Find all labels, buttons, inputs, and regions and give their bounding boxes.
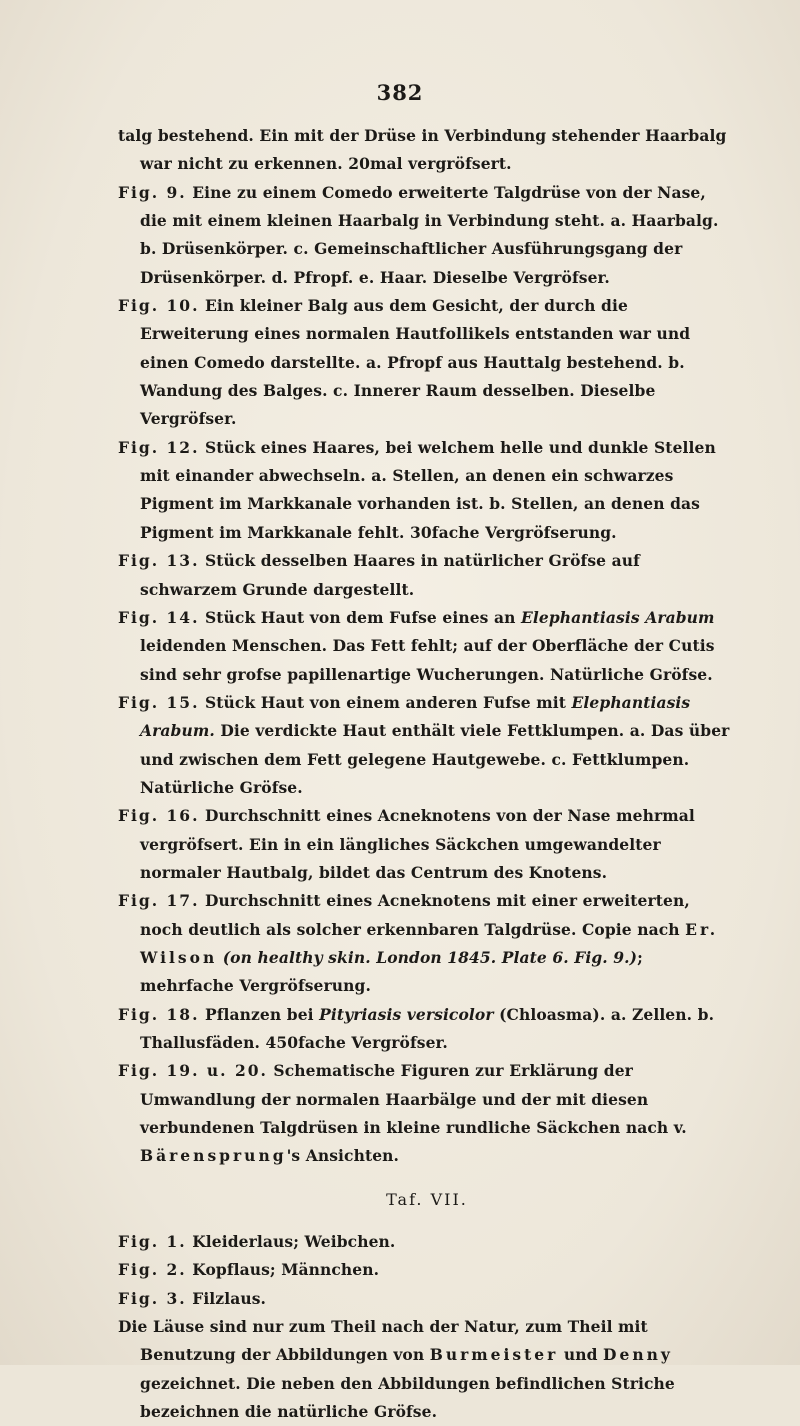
entry-plate-fig-3 (118, 1285, 736, 1313)
entry-continuation (118, 122, 736, 179)
entry-text: ; mehrfache Vergröfserung. (140, 947, 643, 996)
entry-fig-16 (118, 802, 736, 887)
entry-text: Durchschnitt eines Acneknotens von der Nase mehrmal vergröfsert. Ein in ein längliches Säckchen umgewandelter normaler Hautbalg, bildet das Centrum des Knotens. (140, 806, 695, 882)
entry-text: Stück eines Haares, bei welchem helle und dunkle Stellen mit einander abwechseln. a. Stellen, an denen ein schwarzes Pigment im Markkanale vorhanden ist. b. Stellen, an denen das Pigment im Markkanale fehlt. 30fache Vergröfserung. (140, 437, 716, 542)
entry-fig-13 (118, 547, 736, 604)
entry-text: und (563, 1345, 598, 1365)
entry-fig-19-20 (118, 1057, 736, 1170)
fig-label: Fig. 2. (118, 1260, 187, 1280)
page-number: 382 (376, 80, 424, 105)
fig-label: Fig. 10. (118, 296, 200, 316)
entry-text: Kleiderlaus; Weibchen. (192, 1232, 396, 1252)
entry-fig-17 (118, 887, 736, 1000)
entry-text: Eine zu einem Comedo erweiterte Talgdrüse von der Nase, die mit einem kleinen Haarbalg in Verbindung steht. a. Haarbalg. b. Drüsenkörper. c. Gemeinschaftlicher Ausführungsgang der Drüsenkörper. d. Pfropf. e. Haar. Dieselbe Vergröfser. (140, 182, 719, 287)
fig-label: Fig. 17. (118, 891, 200, 911)
author-name: Burmeister (429, 1345, 559, 1365)
plate-heading: Taf. VII. (386, 1189, 468, 1209)
fig-label: Fig. 15. (118, 692, 200, 712)
entry-text: gezeichnet. Die neben den Abbildungen befindlichen Striche bezeichnen die natürliche Gröfse. (140, 1373, 675, 1422)
fig-label: Fig. 16. (118, 806, 200, 826)
body-text (118, 122, 736, 1426)
species-name: Elephantiasis Arabum. (140, 692, 691, 741)
entry-text: Die Läuse sind nur zum Theil nach der Natur, zum Theil mit Benutzung der Abbildungen von (118, 1317, 648, 1365)
author-name: Bärensprung (140, 1146, 287, 1166)
entry-fig-12 (118, 434, 736, 547)
author-name: Er. Wilson (140, 919, 719, 967)
entry-fig-15 (118, 689, 736, 802)
entry-text: Pflanzen bei (205, 1004, 314, 1024)
entry-text: Stück Haut von dem Fufse eines an (205, 607, 516, 627)
entry-plate-fig-2 (118, 1256, 736, 1284)
species-name: Pityriasis versicolor (319, 1004, 494, 1024)
entry-text: leidenden Menschen. Das Fett fehlt; auf der Oberfläche der Cutis sind sehr grofse papillenartige Wucherungen. Natürliche Gröfse. (140, 636, 715, 684)
entry-text: Durchschnitt eines Acneknotens mit einer erweiterten, noch deutlich als solcher erkennbaren Talgdrüse. Copie nach (140, 891, 690, 939)
fig-label: Fig. 19. u. 20. (118, 1061, 268, 1081)
fig-label: Fig. 3. (118, 1288, 187, 1308)
entry-fig-10 (118, 292, 736, 434)
fig-label: Fig. 14. (118, 607, 200, 627)
species-name: Elephantiasis Arabum (520, 607, 715, 627)
entry-text: Kopflaus; Männchen. (192, 1260, 380, 1280)
entry-text: Die verdickte Haut enthält viele Fettklumpen. a. Das über und zwischen dem Fett gelegene Hautgewebe. c. Fettklumpen. Natürliche Gröfse. (140, 721, 730, 797)
entry-fig-18 (118, 1001, 736, 1058)
entry-fig-14 (118, 604, 736, 689)
entry-fig-9 (118, 179, 736, 292)
entry-text: Ein kleiner Balg aus dem Gesicht, der durch die Erweiterung eines normalen Hautfollikels entstanden war und einen Comedo darstellte. a. Pfropf aus Hauttalg bestehend. b. Wandung des Balges. c. Innerer Raum desselben. Dieselbe Vergröfser. (140, 296, 691, 429)
entry-text: (Chloasma). a. Zellen. b. Thallusfäden. 450fache Vergröfser. (140, 1004, 715, 1052)
entry-text: 's Ansichten. (286, 1146, 400, 1166)
author-name: Denny (603, 1345, 673, 1365)
entry-plate-fig-1 (118, 1228, 736, 1256)
entry-text: Schematische Figuren zur Erklärung der Umwandlung der normalen Haarbälge und der mit diesen verbundenen Talgdrüsen in kleine rundliche Säckchen nach v. (140, 1061, 687, 1138)
fig-label: Fig. 18. (118, 1004, 200, 1024)
entry-text: Stück Haut von einem anderen Fufse mit (205, 692, 567, 712)
closing-note (118, 1313, 736, 1426)
fig-label: Fig. 9. (118, 182, 187, 202)
fig-label: Fig. 13. (118, 551, 200, 571)
citation: (on healthy skin. London 1845. Plate 6. Fig. 9.) (222, 947, 638, 967)
fig-label: Fig. 12. (118, 437, 200, 457)
entry-text: Stück desselben Haares in natürlicher Gröfse auf schwarzem Grunde dargestellt. (140, 551, 640, 599)
entry-text: talg bestehend. Ein mit der Drüse in Verbindung stehender Haarbalg war nicht zu erkennen. 20mal vergröfsert. (118, 126, 727, 174)
entry-text: Filzlaus. (192, 1288, 267, 1308)
fig-label: Fig. 1. (118, 1232, 187, 1252)
